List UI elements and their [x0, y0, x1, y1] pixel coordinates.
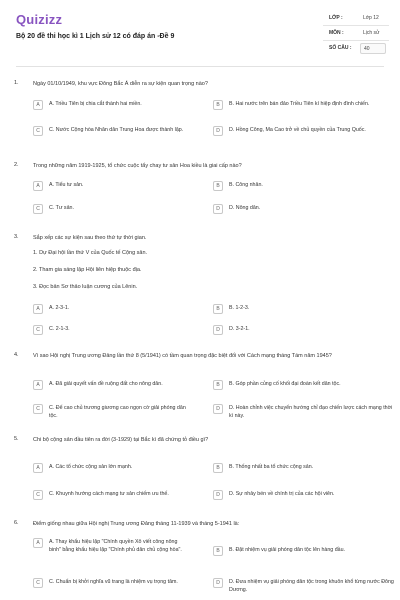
question-text: Sắp xếp các sự kiện sau theo thứ tự thời gian. — [33, 235, 147, 241]
option-letter: D — [213, 204, 223, 214]
option-text: A. Triều Tiên bị chia cắt thành hai miền. — [49, 101, 142, 107]
option-text: B. Thống nhất ba tổ chức cộng sản. — [229, 464, 314, 470]
meta-subject-label: MÔN : — [329, 30, 344, 36]
document-title: Bộ 20 đề thi học kì 1 Lịch sử 12 có đáp án -Đề 9 — [16, 33, 175, 40]
option-text: D. Nông dân. — [229, 205, 261, 211]
option-letter: C — [33, 204, 43, 214]
option-text: A. Đã giải quyết vấn đề ruộng đất cho nông dân. — [49, 381, 163, 387]
option-text: B. Hai nước trên bán đảo Triều Tiên kí hiệp định đình chiến. — [229, 101, 370, 107]
option-letter: D — [213, 126, 223, 136]
option-text: D. Đưa nhiệm vụ giải phóng dân tộc trong khuôn khổ từng nước Đông Dương. — [229, 579, 394, 593]
option-letter: B — [213, 380, 223, 390]
statement-item: 3. Đọc bản Sơ thảo luận cương của Lênin. — [33, 284, 138, 290]
meta-count-row — [323, 42, 389, 56]
option-letter: B — [213, 546, 223, 556]
option-letter: A — [33, 304, 43, 314]
option-text: B. 1-2-3. — [229, 305, 250, 311]
meta-info — [323, 12, 389, 58]
question-text: Vì sao Hội nghị Trung ương Đảng lần thứ 8 (5/1941) có tầm quan trọng đặc biệt đối với Cách mạng tháng Tám năm 1945? — [33, 353, 332, 359]
option-letter: B — [213, 304, 223, 314]
option-letter: C — [33, 490, 43, 500]
question-number: 5. — [14, 436, 19, 442]
option-letter: A — [33, 380, 43, 390]
option-text: A. Thay khẩu hiệu lập "Chính quyền Xô viết công nông binh" bằng khẩu hiệu lập "Chính phủ dân chủ cộng hòa". — [49, 539, 182, 553]
option-letter: B — [213, 100, 223, 110]
question-number: 3. — [14, 234, 19, 240]
question-number: 6. — [14, 520, 19, 526]
quizizz-logo: Quizizz — [16, 12, 63, 27]
option-text: C. Nước Cộng hòa Nhân dân Trung Hoa được thành lập. — [49, 127, 184, 133]
option-text: C. 2-1-3. — [49, 326, 70, 332]
option-text: C. Chuẩn bị khởi nghĩa vũ trang là nhiệm vụ trọng tâm. — [49, 579, 178, 585]
option-letter: D — [213, 578, 223, 588]
statement-item: 1. Dự Đại hội lần thứ V của Quốc tế Cộng sản. — [33, 250, 148, 256]
question-text: Ngày 01/10/1949, khu vực Đông Bắc Á diễn ra sự kiện quan trọng nào? — [33, 81, 208, 87]
option-letter: B — [213, 181, 223, 191]
option-letter: C — [33, 126, 43, 136]
option-text: D. Sự nhảy bén về chính trị của các hội viên. — [229, 491, 335, 497]
option-letter: D — [213, 404, 223, 414]
document-header — [0, 0, 400, 66]
option-text: C. Tư sản. — [49, 205, 74, 211]
question-text: Điểm giống nhau giữa Hội nghị Trung ương Đảng tháng 11-1939 và tháng 5-1941 là: — [33, 521, 240, 527]
option-text: C. Để cao chủ trương giương cao ngọn cờ giải phóng dân tộc. — [49, 405, 186, 419]
meta-class-label: LỚP : — [329, 15, 343, 21]
meta-subject-value: Lịch sử — [363, 30, 380, 36]
option-text: A. 2-3-1. — [49, 305, 70, 311]
option-letter: A — [33, 463, 43, 473]
option-letter: C — [33, 578, 43, 588]
option-text: B. Công nhân. — [229, 182, 263, 188]
option-text: D. 3-2-1. — [229, 326, 250, 332]
meta-count-value: 40 — [360, 43, 386, 54]
option-letter: B — [213, 463, 223, 473]
option-text: A. Các tổ chức cộng sản lớn mạnh. — [49, 464, 133, 470]
option-letter: A — [33, 181, 43, 191]
question-number: 1. — [14, 80, 19, 86]
header-divider — [16, 66, 384, 67]
option-letter: C — [33, 325, 43, 335]
meta-count-label: SỐ CÂU : — [329, 45, 352, 51]
option-text: B. Đặt nhiệm vụ giải phóng dân tộc lên hàng đầu. — [229, 547, 346, 553]
option-letter: C — [33, 404, 43, 414]
statement-item: 2. Tham gia sáng lập Hội liên hiệp thuộc địa. — [33, 267, 142, 273]
option-text: C. Khuynh hướng cách mạng tư sản chiếm ưu thế. — [49, 491, 169, 497]
option-letter: D — [213, 490, 223, 500]
meta-subject-row — [323, 27, 389, 41]
option-text: D. Hoàn chỉnh việc chuyển hướng chỉ đạo chiến lược cách mạng thời kì này. — [229, 405, 393, 419]
option-letter: A — [33, 100, 43, 110]
question-number: 2. — [14, 162, 19, 168]
option-text: D. Hồng Công, Ma Cao trở về chủ quyền của Trung Quốc. — [229, 127, 366, 133]
option-letter: D — [213, 325, 223, 335]
option-letter: A — [33, 538, 43, 548]
question-text: Trong những năm 1919-1925, tổ chức cuộc tẩy chay tư sản Hoa kiều là giai cấp nào? — [33, 163, 242, 169]
option-text: B. Góp phần củng cố khối đại đoàn kết dân tộc. — [229, 381, 341, 387]
question-number: 4. — [14, 352, 19, 358]
meta-class-value: Lớp 12 — [363, 15, 379, 21]
meta-class-row — [323, 12, 389, 26]
option-text: A. Tiểu tư sản. — [49, 182, 84, 188]
question-text: Chi bộ cộng sản đầu tiên ra đời (3-1929) tại Bắc kì đã chứng tỏ điều gì? — [33, 437, 209, 443]
